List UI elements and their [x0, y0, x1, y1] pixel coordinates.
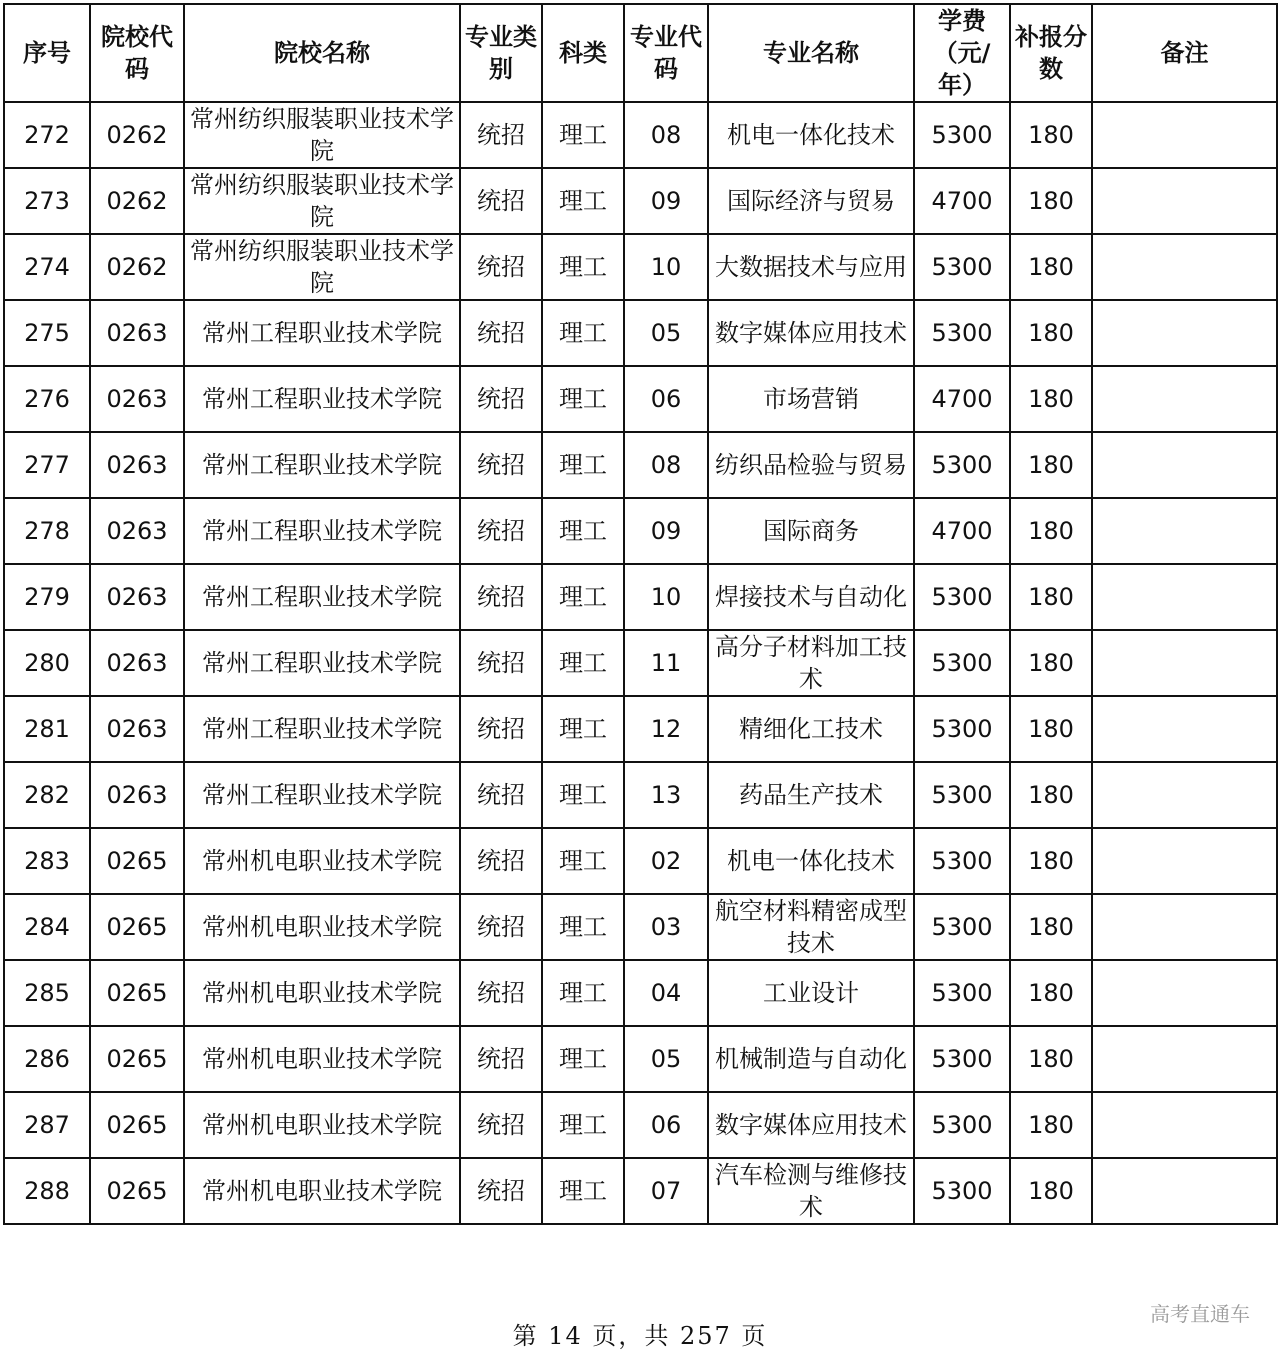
- cell-major-category: 统招: [460, 564, 542, 630]
- table-body: [4, 102, 1277, 1224]
- table-row: [4, 1026, 1277, 1092]
- table-row: [4, 828, 1277, 894]
- cell-major-category: 统招: [460, 894, 542, 960]
- cell-remarks: [1092, 894, 1277, 960]
- cell-major-category: 统招: [460, 1026, 542, 1092]
- cell-school-code: 0263: [90, 630, 184, 696]
- cell-subject-type: 理工: [542, 102, 624, 168]
- cell-subject-type: 理工: [542, 894, 624, 960]
- cell-seq: 283: [4, 828, 90, 894]
- cell-tuition: 5300: [914, 828, 1010, 894]
- cell-major-name: 汽车检测与维修技术: [708, 1158, 914, 1224]
- header-cell-school-code: 院校代码: [90, 4, 184, 102]
- cell-subject-type: 理工: [542, 1158, 624, 1224]
- table-row: [4, 630, 1277, 696]
- cell-major-name: 高分子材料加工技术: [708, 630, 914, 696]
- cell-score: 180: [1010, 1026, 1092, 1092]
- cell-major-category: 统招: [460, 828, 542, 894]
- cell-remarks: [1092, 300, 1277, 366]
- cell-school-code: 0265: [90, 1026, 184, 1092]
- table-row: [4, 762, 1277, 828]
- cell-remarks: [1092, 564, 1277, 630]
- cell-tuition: 5300: [914, 234, 1010, 300]
- cell-major-code: 06: [624, 366, 708, 432]
- cell-tuition: 5300: [914, 894, 1010, 960]
- table-row: [4, 696, 1277, 762]
- cell-school-name: 常州工程职业技术学院: [184, 366, 460, 432]
- cell-school-name: 常州机电职业技术学院: [184, 1158, 460, 1224]
- header-cell-score: 补报分数: [1010, 4, 1092, 102]
- cell-tuition: 5300: [914, 300, 1010, 366]
- cell-school-name: 常州机电职业技术学院: [184, 828, 460, 894]
- table-row: [4, 366, 1277, 432]
- cell-school-code: 0263: [90, 366, 184, 432]
- cell-school-code: 0263: [90, 696, 184, 762]
- cell-major-code: 03: [624, 894, 708, 960]
- cell-major-code: 02: [624, 828, 708, 894]
- watermark-text: 高考直通车: [1150, 1302, 1250, 1326]
- cell-major-name: 纺织品检验与贸易: [708, 432, 914, 498]
- cell-school-name: 常州工程职业技术学院: [184, 498, 460, 564]
- table-row: [4, 1158, 1277, 1224]
- page-footer: 第 14 页，共 257 页: [512, 1322, 768, 1350]
- cell-major-name: 机电一体化技术: [708, 102, 914, 168]
- cell-school-name: 常州纺织服装职业技术学院: [184, 102, 460, 168]
- cell-major-code: 10: [624, 234, 708, 300]
- cell-tuition: 5300: [914, 1026, 1010, 1092]
- cell-major-code: 05: [624, 300, 708, 366]
- cell-score: 180: [1010, 234, 1092, 300]
- cell-major-code: 06: [624, 1092, 708, 1158]
- cell-school-code: 0262: [90, 234, 184, 300]
- cell-school-name: 常州工程职业技术学院: [184, 630, 460, 696]
- cell-school-code: 0265: [90, 960, 184, 1026]
- cell-school-name: 常州机电职业技术学院: [184, 960, 460, 1026]
- cell-remarks: [1092, 498, 1277, 564]
- cell-subject-type: 理工: [542, 696, 624, 762]
- table-row: [4, 168, 1277, 234]
- table-row: [4, 300, 1277, 366]
- cell-seq: 278: [4, 498, 90, 564]
- cell-major-name: 药品生产技术: [708, 762, 914, 828]
- cell-subject-type: 理工: [542, 564, 624, 630]
- cell-score: 180: [1010, 894, 1092, 960]
- cell-subject-type: 理工: [542, 1026, 624, 1092]
- cell-tuition: 5300: [914, 102, 1010, 168]
- cell-school-code: 0263: [90, 564, 184, 630]
- cell-major-code: 10: [624, 564, 708, 630]
- cell-subject-type: 理工: [542, 168, 624, 234]
- cell-remarks: [1092, 234, 1277, 300]
- table-row: [4, 960, 1277, 1026]
- header-cell-tuition: 学费（元/年）: [914, 4, 1010, 102]
- cell-major-category: 统招: [460, 762, 542, 828]
- header-cell-subject-type: 科类: [542, 4, 624, 102]
- cell-remarks: [1092, 366, 1277, 432]
- cell-major-category: 统招: [460, 630, 542, 696]
- cell-major-category: 统招: [460, 300, 542, 366]
- cell-score: 180: [1010, 696, 1092, 762]
- cell-tuition: 5300: [914, 762, 1010, 828]
- cell-seq: 272: [4, 102, 90, 168]
- cell-remarks: [1092, 1158, 1277, 1224]
- cell-seq: 287: [4, 1092, 90, 1158]
- cell-subject-type: 理工: [542, 366, 624, 432]
- cell-school-name: 常州工程职业技术学院: [184, 432, 460, 498]
- cell-major-name: 精细化工技术: [708, 696, 914, 762]
- cell-remarks: [1092, 168, 1277, 234]
- cell-school-code: 0262: [90, 168, 184, 234]
- cell-school-code: 0265: [90, 828, 184, 894]
- cell-major-code: 09: [624, 498, 708, 564]
- cell-seq: 276: [4, 366, 90, 432]
- cell-major-category: 统招: [460, 234, 542, 300]
- cell-remarks: [1092, 762, 1277, 828]
- cell-major-name: 焊接技术与自动化: [708, 564, 914, 630]
- cell-subject-type: 理工: [542, 630, 624, 696]
- cell-tuition: 4700: [914, 366, 1010, 432]
- cell-major-code: 08: [624, 432, 708, 498]
- cell-score: 180: [1010, 828, 1092, 894]
- header-cell-major-category: 专业类别: [460, 4, 542, 102]
- cell-major-code: 07: [624, 1158, 708, 1224]
- table-row: [4, 564, 1277, 630]
- cell-major-name: 数字媒体应用技术: [708, 1092, 914, 1158]
- cell-seq: 279: [4, 564, 90, 630]
- cell-seq: 285: [4, 960, 90, 1026]
- table-row: [4, 102, 1277, 168]
- cell-subject-type: 理工: [542, 498, 624, 564]
- cell-major-category: 统招: [460, 1092, 542, 1158]
- cell-tuition: 5300: [914, 696, 1010, 762]
- cell-school-name: 常州机电职业技术学院: [184, 1092, 460, 1158]
- cell-major-name: 航空材料精密成型技术: [708, 894, 914, 960]
- cell-score: 180: [1010, 564, 1092, 630]
- cell-school-code: 0263: [90, 762, 184, 828]
- table-row: [4, 234, 1277, 300]
- cell-seq: 288: [4, 1158, 90, 1224]
- cell-major-category: 统招: [460, 366, 542, 432]
- cell-school-code: 0263: [90, 498, 184, 564]
- cell-score: 180: [1010, 432, 1092, 498]
- cell-score: 180: [1010, 1092, 1092, 1158]
- cell-school-name: 常州纺织服装职业技术学院: [184, 234, 460, 300]
- cell-tuition: 5300: [914, 960, 1010, 1026]
- cell-seq: 284: [4, 894, 90, 960]
- cell-school-name: 常州工程职业技术学院: [184, 300, 460, 366]
- cell-major-category: 统招: [460, 960, 542, 1026]
- cell-tuition: 4700: [914, 168, 1010, 234]
- cell-remarks: [1092, 960, 1277, 1026]
- cell-school-name: 常州机电职业技术学院: [184, 894, 460, 960]
- cell-score: 180: [1010, 630, 1092, 696]
- cell-seq: 274: [4, 234, 90, 300]
- cell-seq: 277: [4, 432, 90, 498]
- cell-school-name: 常州工程职业技术学院: [184, 564, 460, 630]
- cell-school-code: 0265: [90, 1158, 184, 1224]
- cell-school-code: 0265: [90, 1092, 184, 1158]
- cell-major-category: 统招: [460, 696, 542, 762]
- cell-major-code: 09: [624, 168, 708, 234]
- cell-school-code: 0263: [90, 432, 184, 498]
- cell-major-category: 统招: [460, 168, 542, 234]
- cell-major-code: 05: [624, 1026, 708, 1092]
- cell-remarks: [1092, 828, 1277, 894]
- header-cell-major-name: 专业名称: [708, 4, 914, 102]
- cell-score: 180: [1010, 366, 1092, 432]
- cell-major-name: 国际商务: [708, 498, 914, 564]
- cell-major-name: 市场营销: [708, 366, 914, 432]
- cell-school-name: 常州工程职业技术学院: [184, 696, 460, 762]
- cell-seq: 275: [4, 300, 90, 366]
- table-row: [4, 432, 1277, 498]
- cell-major-code: 08: [624, 102, 708, 168]
- cell-major-name: 数字媒体应用技术: [708, 300, 914, 366]
- header-row: [4, 4, 1277, 102]
- cell-major-code: 04: [624, 960, 708, 1026]
- cell-major-name: 机电一体化技术: [708, 828, 914, 894]
- cell-tuition: 5300: [914, 630, 1010, 696]
- cell-subject-type: 理工: [542, 234, 624, 300]
- cell-score: 180: [1010, 960, 1092, 1026]
- cell-remarks: [1092, 102, 1277, 168]
- cell-major-name: 大数据技术与应用: [708, 234, 914, 300]
- cell-subject-type: 理工: [542, 1092, 624, 1158]
- cell-score: 180: [1010, 168, 1092, 234]
- table-row: [4, 894, 1277, 960]
- header-cell-remarks: 备注: [1092, 4, 1277, 102]
- cell-subject-type: 理工: [542, 828, 624, 894]
- cell-major-category: 统招: [460, 498, 542, 564]
- header-cell-school-name: 院校名称: [184, 4, 460, 102]
- cell-seq: 280: [4, 630, 90, 696]
- cell-remarks: [1092, 432, 1277, 498]
- cell-score: 180: [1010, 498, 1092, 564]
- cell-subject-type: 理工: [542, 762, 624, 828]
- cell-score: 180: [1010, 1158, 1092, 1224]
- cell-major-name: 机械制造与自动化: [708, 1026, 914, 1092]
- table-row: [4, 1092, 1277, 1158]
- cell-school-name: 常州机电职业技术学院: [184, 1026, 460, 1092]
- cell-school-name: 常州纺织服装职业技术学院: [184, 168, 460, 234]
- cell-subject-type: 理工: [542, 432, 624, 498]
- enrollment-table: [3, 3, 1278, 1225]
- cell-seq: 281: [4, 696, 90, 762]
- cell-tuition: 5300: [914, 564, 1010, 630]
- cell-school-name: 常州工程职业技术学院: [184, 762, 460, 828]
- cell-score: 180: [1010, 102, 1092, 168]
- header-cell-seq: 序号: [4, 4, 90, 102]
- cell-seq: 273: [4, 168, 90, 234]
- cell-tuition: 4700: [914, 498, 1010, 564]
- cell-seq: 282: [4, 762, 90, 828]
- cell-remarks: [1092, 1026, 1277, 1092]
- cell-subject-type: 理工: [542, 300, 624, 366]
- cell-major-name: 国际经济与贸易: [708, 168, 914, 234]
- cell-tuition: 5300: [914, 1158, 1010, 1224]
- cell-remarks: [1092, 630, 1277, 696]
- cell-major-category: 统招: [460, 432, 542, 498]
- cell-major-code: 12: [624, 696, 708, 762]
- cell-major-category: 统招: [460, 102, 542, 168]
- cell-major-name: 工业设计: [708, 960, 914, 1026]
- cell-tuition: 5300: [914, 1092, 1010, 1158]
- cell-tuition: 5300: [914, 432, 1010, 498]
- cell-major-code: 11: [624, 630, 708, 696]
- cell-school-code: 0262: [90, 102, 184, 168]
- cell-remarks: [1092, 1092, 1277, 1158]
- cell-major-code: 13: [624, 762, 708, 828]
- cell-school-code: 0265: [90, 894, 184, 960]
- cell-score: 180: [1010, 762, 1092, 828]
- cell-school-code: 0263: [90, 300, 184, 366]
- cell-seq: 286: [4, 1026, 90, 1092]
- table-row: [4, 498, 1277, 564]
- header-cell-major-code: 专业代码: [624, 4, 708, 102]
- cell-major-category: 统招: [460, 1158, 542, 1224]
- cell-subject-type: 理工: [542, 960, 624, 1026]
- cell-score: 180: [1010, 300, 1092, 366]
- cell-remarks: [1092, 696, 1277, 762]
